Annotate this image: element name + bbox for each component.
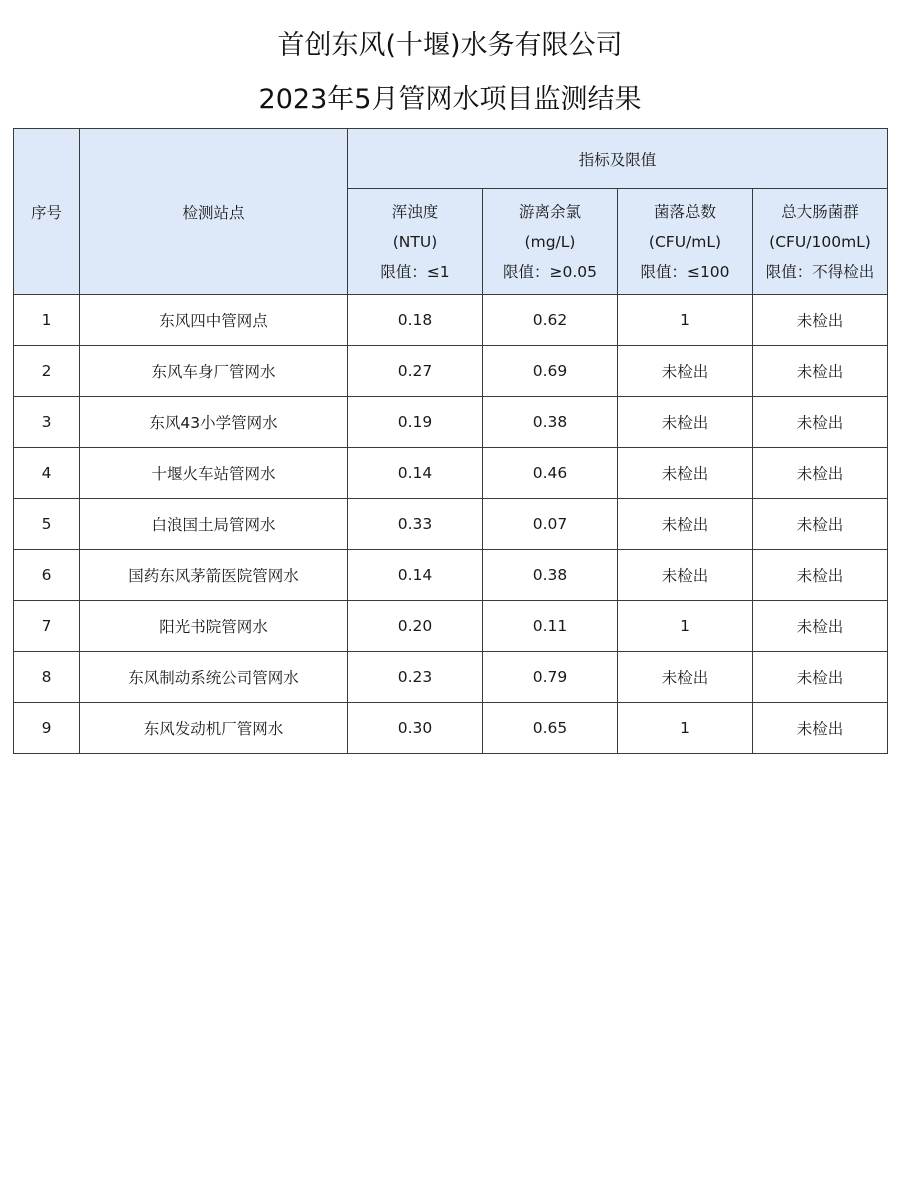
- cell-chlorine: 0.65: [483, 703, 618, 754]
- cell-site: 东风43小学管网水: [80, 397, 348, 448]
- cell-colonies: 未检出: [618, 499, 753, 550]
- header-colonies: [618, 189, 753, 295]
- table-row: [14, 652, 888, 703]
- cell-seq: 1: [14, 295, 80, 346]
- cell-colonies: 未检出: [618, 652, 753, 703]
- document-subtitle: 2023年5月管网水项目监测结果: [258, 84, 642, 115]
- cell-coliform: 未检出: [753, 295, 888, 346]
- header-site: 检测站点: [80, 129, 348, 295]
- cell-seq: 5: [14, 499, 80, 550]
- cell-chlorine: 0.62: [483, 295, 618, 346]
- cell-seq: 2: [14, 346, 80, 397]
- cell-site: 东风制动系统公司管网水: [80, 652, 348, 703]
- cell-site: 白浪国土局管网水: [80, 499, 348, 550]
- cell-turbidity: 0.27: [348, 346, 483, 397]
- cell-coliform: 未检出: [753, 550, 888, 601]
- table-row: [14, 499, 888, 550]
- header-turbidity: [348, 189, 483, 295]
- cell-coliform: 未检出: [753, 499, 888, 550]
- cell-coliform: 未检出: [753, 601, 888, 652]
- header-turbidity-name: 浑浊度: [391, 202, 439, 221]
- cell-seq: 6: [14, 550, 80, 601]
- cell-turbidity: 0.23: [348, 652, 483, 703]
- cell-chlorine: 0.38: [483, 550, 618, 601]
- table-row: [14, 295, 888, 346]
- header-chlorine-unit: (mg/L): [524, 232, 576, 251]
- cell-colonies: 1: [618, 601, 753, 652]
- cell-chlorine: 0.11: [483, 601, 618, 652]
- cell-chlorine: 0.79: [483, 652, 618, 703]
- cell-turbidity: 0.18: [348, 295, 483, 346]
- cell-colonies: 未检出: [618, 550, 753, 601]
- cell-site: 国药东风茅箭医院管网水: [80, 550, 348, 601]
- cell-turbidity: 0.33: [348, 499, 483, 550]
- header-coliform-limit: 限值：不得检出: [765, 262, 875, 281]
- cell-colonies: 未检出: [618, 397, 753, 448]
- cell-seq: 3: [14, 397, 80, 448]
- header-coliform-unit: (CFU/100mL): [769, 232, 871, 251]
- cell-seq: 9: [14, 703, 80, 754]
- header-turbidity-unit: (NTU): [392, 232, 438, 251]
- cell-chlorine: 0.69: [483, 346, 618, 397]
- header-colonies-limit: 限值：≤100: [640, 262, 730, 281]
- cell-turbidity: 0.14: [348, 448, 483, 499]
- cell-turbidity: 0.30: [348, 703, 483, 754]
- table-row: [14, 448, 888, 499]
- header-chlorine-limit: 限值：≥0.05: [503, 262, 597, 281]
- monitoring-results-table: [13, 128, 888, 754]
- cell-seq: 4: [14, 448, 80, 499]
- table-row: [14, 397, 888, 448]
- cell-coliform: 未检出: [753, 703, 888, 754]
- cell-colonies: 1: [618, 703, 753, 754]
- header-coliform-name: 总大肠菌群: [781, 202, 859, 221]
- cell-site: 东风四中管网点: [80, 295, 348, 346]
- header-chlorine: [483, 189, 618, 295]
- header-colonies-unit: (CFU/mL): [648, 232, 722, 251]
- document-title: 首创东风(十堰)水务有限公司: [277, 30, 623, 61]
- cell-chlorine: 0.46: [483, 448, 618, 499]
- cell-chlorine: 0.07: [483, 499, 618, 550]
- table-row: [14, 703, 888, 754]
- cell-site: 阳光书院管网水: [80, 601, 348, 652]
- cell-turbidity: 0.20: [348, 601, 483, 652]
- cell-turbidity: 0.14: [348, 550, 483, 601]
- cell-coliform: 未检出: [753, 652, 888, 703]
- header-colonies-name: 菌落总数: [653, 202, 716, 221]
- table-row: [14, 550, 888, 601]
- cell-site: 十堰火车站管网水: [80, 448, 348, 499]
- cell-coliform: 未检出: [753, 448, 888, 499]
- table-row: [14, 601, 888, 652]
- header-indicators-group: 指标及限值: [348, 129, 888, 189]
- cell-colonies: 未检出: [618, 346, 753, 397]
- cell-site: 东风发动机厂管网水: [80, 703, 348, 754]
- cell-site: 东风车身厂管网水: [80, 346, 348, 397]
- cell-seq: 7: [14, 601, 80, 652]
- cell-colonies: 未检出: [618, 448, 753, 499]
- cell-coliform: 未检出: [753, 397, 888, 448]
- header-coliform: [753, 189, 888, 295]
- cell-turbidity: 0.19: [348, 397, 483, 448]
- cell-chlorine: 0.38: [483, 397, 618, 448]
- cell-coliform: 未检出: [753, 346, 888, 397]
- cell-colonies: 1: [618, 295, 753, 346]
- cell-seq: 8: [14, 652, 80, 703]
- header-turbidity-limit: 限值：≤1: [380, 262, 450, 281]
- header-seq: 序号: [14, 129, 80, 295]
- table-row: [14, 346, 888, 397]
- header-row-group: [14, 129, 888, 189]
- header-chlorine-name: 游离余氯: [518, 202, 581, 221]
